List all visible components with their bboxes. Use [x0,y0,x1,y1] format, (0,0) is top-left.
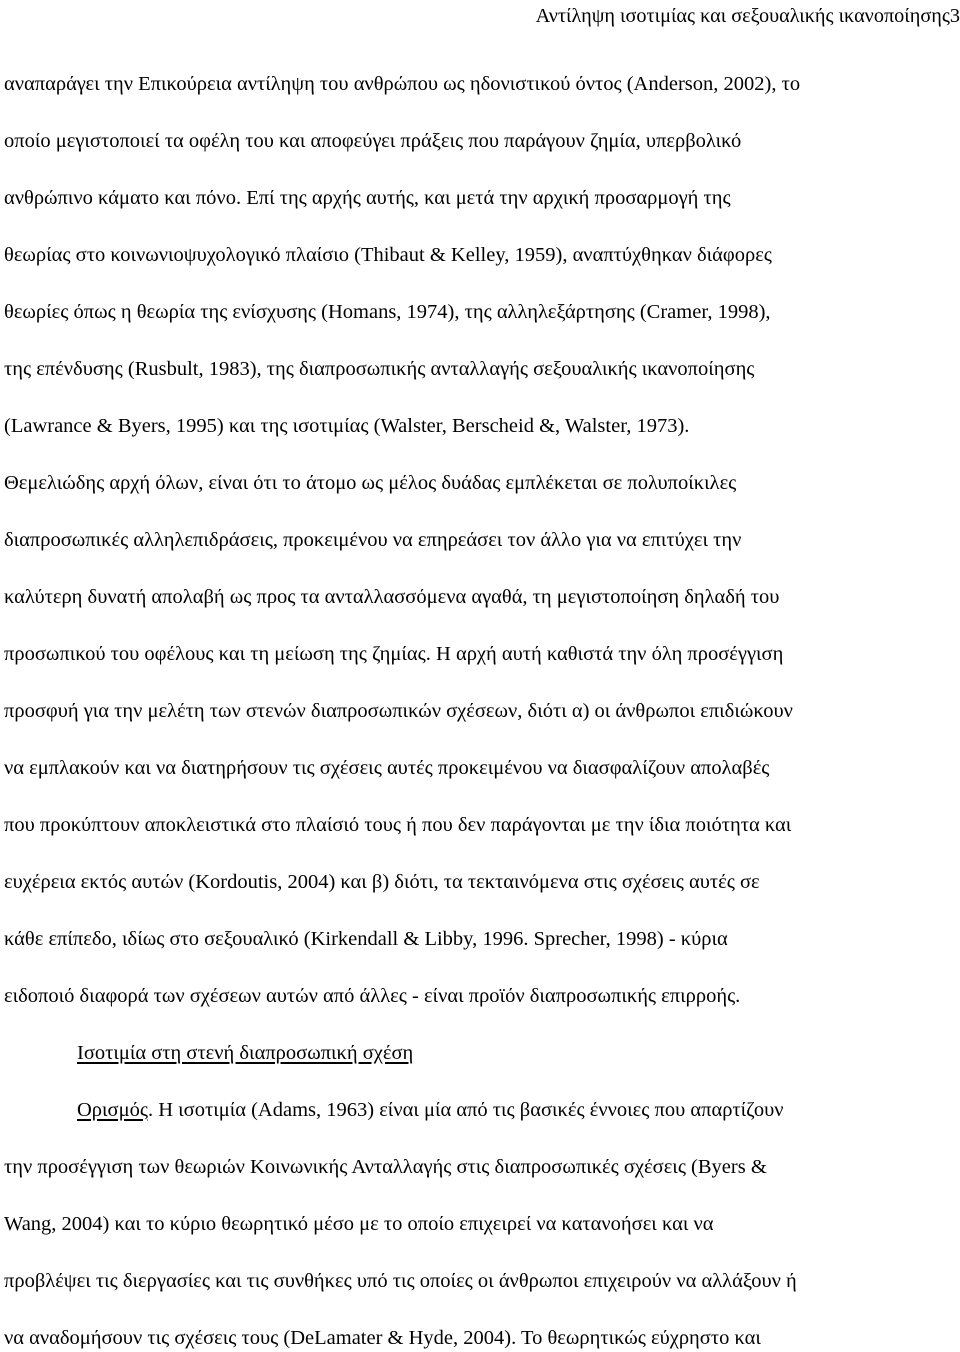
text-line: προσωπικού του οφέλους και τη μείωση της ζημίας. Η αρχή αυτή καθιστά την όλη προσέγγιση [4,643,784,665]
text-line: προβλέψει τις διεργασίες και τις συνθήκες υπό τις οποίες οι άνθρωποι επιχειρούν να αλλάξουν ή [4,1270,797,1292]
text-line: ευχέρεια εκτός αυτών (Kordoutis, 2004) και β) διότι, τα τεκταινόμενα στις σχέσεις αυτές σε [4,871,760,893]
text-line: να εμπλακούν και να διατηρήσουν τις σχέσεις αυτές προκειμένου να διασφαλίζουν απολαβές [4,757,770,779]
text-line: την προσέγγιση των θεωριών Κοινωνικής Ανταλλαγής στις διαπροσωπικές σχέσεις (Byers & [4,1156,767,1178]
text-line: ειδοποιό διαφορά των σχέσεων αυτών από άλλες - είναι προϊόν διαπροσωπικής επιρροής. [4,985,741,1007]
subheading: Ορισμός [77,1099,148,1121]
text-line: θεωρίας στο κοινωνιοψυχολογικό πλαίσιο (Thibaut & Kelley, 1959), αναπτύχθηκαν διάφορες [4,244,772,266]
text-line: Wang, 2004) και το κύριο θεωρητικό μέσο με το οποίο επιχειρεί να κατανοήσει και να [4,1213,714,1235]
text-line: διαπροσωπικές αλληλεπιδράσεις, προκειμένου να επηρεάσει τον άλλο για να επιτύχει την [4,529,742,551]
text-line: της επένδυσης (Rusbult, 1983), της διαπροσωπικής ανταλλαγής σεξουαλικής ικανοποίησης [4,358,755,380]
text-line [77,1096,784,1124]
text-line: προσφυή για την μελέτη των στενών διαπροσωπικών σχέσεων, διότι α) οι άνθρωποι επιδιώκουν [4,700,793,722]
text-fragment: . Η ισοτιμία (Adams, 1963) είναι μία από τις βασικές έννοιες που απαρτίζουν [147,1099,784,1121]
section-heading: Ισοτιμία στη στενή διαπροσωπική σχέση [77,1042,414,1064]
text-line: οποίο μεγιστοποιεί τα οφέλη του και αποφεύγει πράξεις που παράγουν ζημία, υπερβολικό [4,130,742,152]
text-line: που προκύπτουν αποκλειστικά στο πλαίσιό τους ή που δεν παράγονται με την ίδια ποιότητα και [4,814,792,836]
text-line: αναπαράγει την Επικούρεια αντίληψη του ανθρώπου ως ηδονιστικού όντος (Anderson, 2002), το [4,73,801,95]
text-line: κάθε επίπεδο, ιδίως στο σεξουαλικό (Kirkendall & Libby, 1996. Sprecher, 1998) - κύρια [4,928,728,950]
text-line: Θεμελιώδης αρχή όλων, είναι ότι το άτομο ως μέλος δυάδας εμπλέκεται σε πολυποίκιλες [4,472,737,494]
text-line: ανθρώπινο κάματο και πόνο. Επί της αρχής αυτής, και μετά την αρχική προσαρμογή της [4,187,731,209]
running-head: Αντίληψη ισοτιμίας και σεξουαλικής ικανοποίησης3 [535,5,960,27]
text-line: καλύτερη δυνατή απολαβή ως προς τα ανταλλασσόμενα αγαθά, τη μεγιστοποίηση δηλαδή του [4,586,780,608]
text-line: (Lawrance & Byers, 1995) και της ισοτιμίας (Walster, Berscheid &, Walster, 1973). [4,415,690,437]
text-line: θεωρίες όπως η θεωρία της ενίσχυσης (Homans, 1974), της αλληλεξάρτησης (Cramer, 1998), [4,301,771,323]
text-line: να αναδομήσουν τις σχέσεις τους (DeLamater & Hyde, 2004). Το θεωρητικώς εύχρηστο και [4,1327,761,1349]
